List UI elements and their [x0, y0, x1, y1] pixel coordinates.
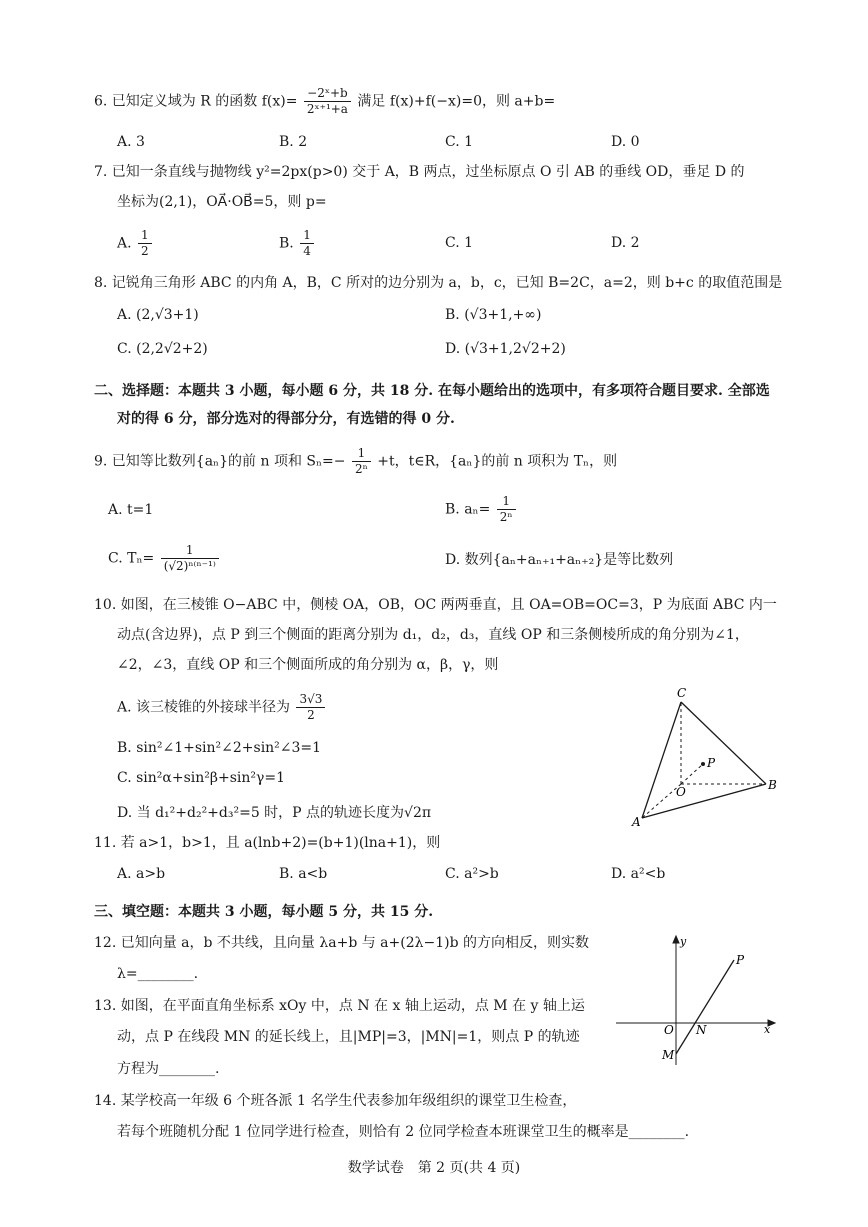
q9-option-b-fraction [497, 494, 516, 525]
q9-stem [94, 446, 617, 477]
segment-op [681, 764, 703, 784]
section2-heading-line2: 对的得 6 分，部分选对的得部分分，有选错的得 0 分. [117, 411, 455, 427]
q9-option-d: D. 数列{aₙ+aₙ₊₁+aₙ₊₂}是等比数列 [445, 552, 674, 568]
pyramid-figure [620, 684, 790, 834]
q7-option-a-fraction [138, 228, 152, 259]
label-o: O [676, 785, 686, 799]
q6-option-a: A. 3 [117, 134, 145, 150]
label-p: P [736, 953, 745, 967]
q10-stem-line3: ∠2，∠3，直线 OP 和三个侧面所成的角分别为 α，β，γ，则 [117, 657, 499, 673]
q10-option-a [117, 692, 327, 723]
q9-option-c-numerator: 1 [161, 543, 219, 559]
q11-stem: 11. 若 a>1，b>1，且 a(lnb+2)=(b+1)(lna+1)，则 [94, 835, 441, 851]
label-c: C [677, 686, 687, 700]
q9-option-b [445, 494, 518, 525]
q9-option-c-prefix: C. Tₙ= [108, 550, 155, 567]
q9-option-c-denominator: (√2)ⁿ⁽ⁿ⁻¹⁾ [163, 559, 216, 573]
label-x: x [764, 1023, 771, 1036]
q6-option-b: B. 2 [279, 134, 308, 150]
q7-option-a-label: A. [117, 235, 132, 252]
q6-option-d: D. 0 [611, 134, 640, 150]
label-o: O [664, 1023, 674, 1037]
q13-stem-line2: 动，点 P 在线段 MN 的延长线上，且|MP|=3，|MN|=1，则点 P 的轨迹 [117, 1029, 580, 1045]
q7-option-a-denominator: 2 [141, 244, 149, 258]
q6-fraction-numerator: −2ˣ+b [304, 86, 351, 102]
q13-stem-line1: 13. 如图，在平面直角坐标系 xOy 中，点 N 在 x 轴上运动，点 M 在 y 轴上运 [94, 998, 585, 1014]
q7-option-b-numerator: 1 [300, 228, 314, 244]
coordinate-figure [612, 932, 787, 1067]
axes [616, 936, 775, 1065]
q7-option-b-label: B. [279, 235, 294, 252]
label-n: N [696, 1023, 707, 1037]
point-p-dot [701, 762, 705, 766]
label-m: M [662, 1048, 675, 1062]
section3-heading: 三、填空题：本题共 3 小题，每小题 5 分，共 15 分. [94, 904, 434, 920]
q14-stem-line1: 14. 某学校高一年级 6 个班各派 1 名学生代表参加年级组织的课堂卫生检查， [94, 1093, 577, 1109]
q7-stem-line1: 7. 已知一条直线与抛物线 y²=2px(p>0) 交于 A，B 两点，过坐标原点 O 引 AB 的垂线 OD，垂足 D 的 [94, 164, 745, 180]
q7-stem-line2: 坐标为(2,1)，OA⃗·OB⃗=5，则 p= [117, 194, 327, 210]
q9-fraction [352, 446, 371, 477]
q7-option-b [279, 228, 316, 259]
q8-option-d: D. (√3+1,2√2+2) [445, 341, 566, 357]
y-axis-arrow [673, 936, 679, 943]
q10-option-a-numerator: 3√3 [296, 692, 325, 708]
label-y: y [680, 935, 687, 948]
q10-option-a-fraction [296, 692, 325, 723]
label-p: P [707, 756, 716, 770]
q10-option-a-denominator: 2 [307, 708, 315, 722]
q6-stem [94, 86, 555, 117]
q10-option-d: D. 当 d₁²+d₂²+d₃²=5 时，P 点的轨迹长度为√2π [117, 805, 432, 821]
q9-option-c [108, 543, 221, 574]
q6-fraction [304, 86, 351, 117]
q14-stem-line2: 若每个班随机分配 1 位同学进行检查，则恰有 2 位同学检查本班课堂卫生的概率是________. [117, 1124, 690, 1140]
page-footer: 数学试卷 第 2 页(共 4 页) [347, 1160, 521, 1176]
q10-stem-line2: 动点(含边界)，点 P 到三个侧面的距离分别为 d₁，d₂，d₃，直线 OP 和三条侧棱所成的角分别为∠1， [117, 627, 749, 643]
q7-option-a [117, 228, 154, 259]
q12-stem-line2: λ=________. [117, 966, 199, 982]
q9-option-b-denominator: 2ⁿ [499, 510, 513, 524]
q9-stem-suffix: +t，t∈R，{aₙ}的前 n 项积为 Tₙ，则 [377, 453, 618, 470]
edge-cb [681, 702, 766, 784]
q6-stem-suffix: 满足 f(x)+f(−x)=0，则 a+b= [357, 93, 556, 110]
q7-option-b-denominator: 4 [303, 244, 311, 258]
edge-ab [642, 784, 766, 818]
q11-option-d: D. a²<b [611, 866, 666, 882]
q10-stem-line1: 10. 如图，在三棱锥 O−ABC 中，侧棱 OA，OB，OC 两两垂直，且 OA=OB=OC=3，P 为底面 ABC 内一 [94, 597, 777, 613]
q7-option-b-fraction [300, 228, 314, 259]
section2-heading-line1: 二、选择题：本题共 3 小题，每小题 6 分，共 18 分. 在每小题给出的选项中，有多项符合题目要求. 全部选 [94, 383, 770, 399]
q9-fraction-numerator: 1 [352, 446, 371, 462]
q10-option-c: C. sin²α+sin²β+sin²γ=1 [117, 770, 285, 786]
q8-option-b: B. (√3+1,+∞) [445, 307, 542, 323]
pyramid-solid-edges [642, 702, 766, 818]
q8-option-c: C. (2,2√2+2) [117, 341, 208, 357]
label-a: A [632, 815, 641, 829]
q7-option-c: C. 1 [445, 235, 474, 251]
q9-fraction-denominator: 2ⁿ [354, 462, 368, 476]
line-mnp [676, 960, 734, 1054]
q10-option-a-prefix: A. 该三棱锥的外接球半径为 [117, 699, 291, 716]
q8-stem: 8. 记锐角三角形 ABC 的内角 A，B，C 所对的边分别为 a，b，c，已知 B=2C，a=2，则 b+c 的取值范围是 [94, 275, 783, 291]
q6-fraction-denominator: 2ˣ⁺¹+a [306, 102, 348, 116]
q11-option-c: C. a²>b [445, 866, 499, 882]
q11-option-a: A. a>b [117, 866, 166, 882]
q8-option-a: A. (2,√3+1) [117, 307, 199, 323]
label-b: B [768, 778, 777, 792]
q12-stem-line1: 12. 已知向量 a，b 不共线，且向量 λa+b 与 a+(2λ−1)b 的方向相反，则实数 [94, 935, 590, 951]
q13-stem-line3: 方程为________. [117, 1061, 220, 1077]
q7-option-a-numerator: 1 [138, 228, 152, 244]
q9-option-b-numerator: 1 [497, 494, 516, 510]
q9-option-c-fraction [161, 543, 219, 574]
q9-stem-prefix: 9. 已知等比数列{aₙ}的前 n 项和 Sₙ=− [94, 453, 346, 470]
q7-option-d: D. 2 [611, 235, 640, 251]
q10-option-b: B. sin²∠1+sin²∠2+sin²∠3=1 [117, 740, 322, 756]
q9-option-a: A. t=1 [108, 502, 154, 518]
q6-stem-prefix: 6. 已知定义域为 R 的函数 f(x)= [94, 93, 298, 110]
q6-option-c: C. 1 [445, 134, 474, 150]
q9-option-b-prefix: B. aₙ= [445, 501, 491, 518]
q11-option-b: B. a<b [279, 866, 328, 882]
